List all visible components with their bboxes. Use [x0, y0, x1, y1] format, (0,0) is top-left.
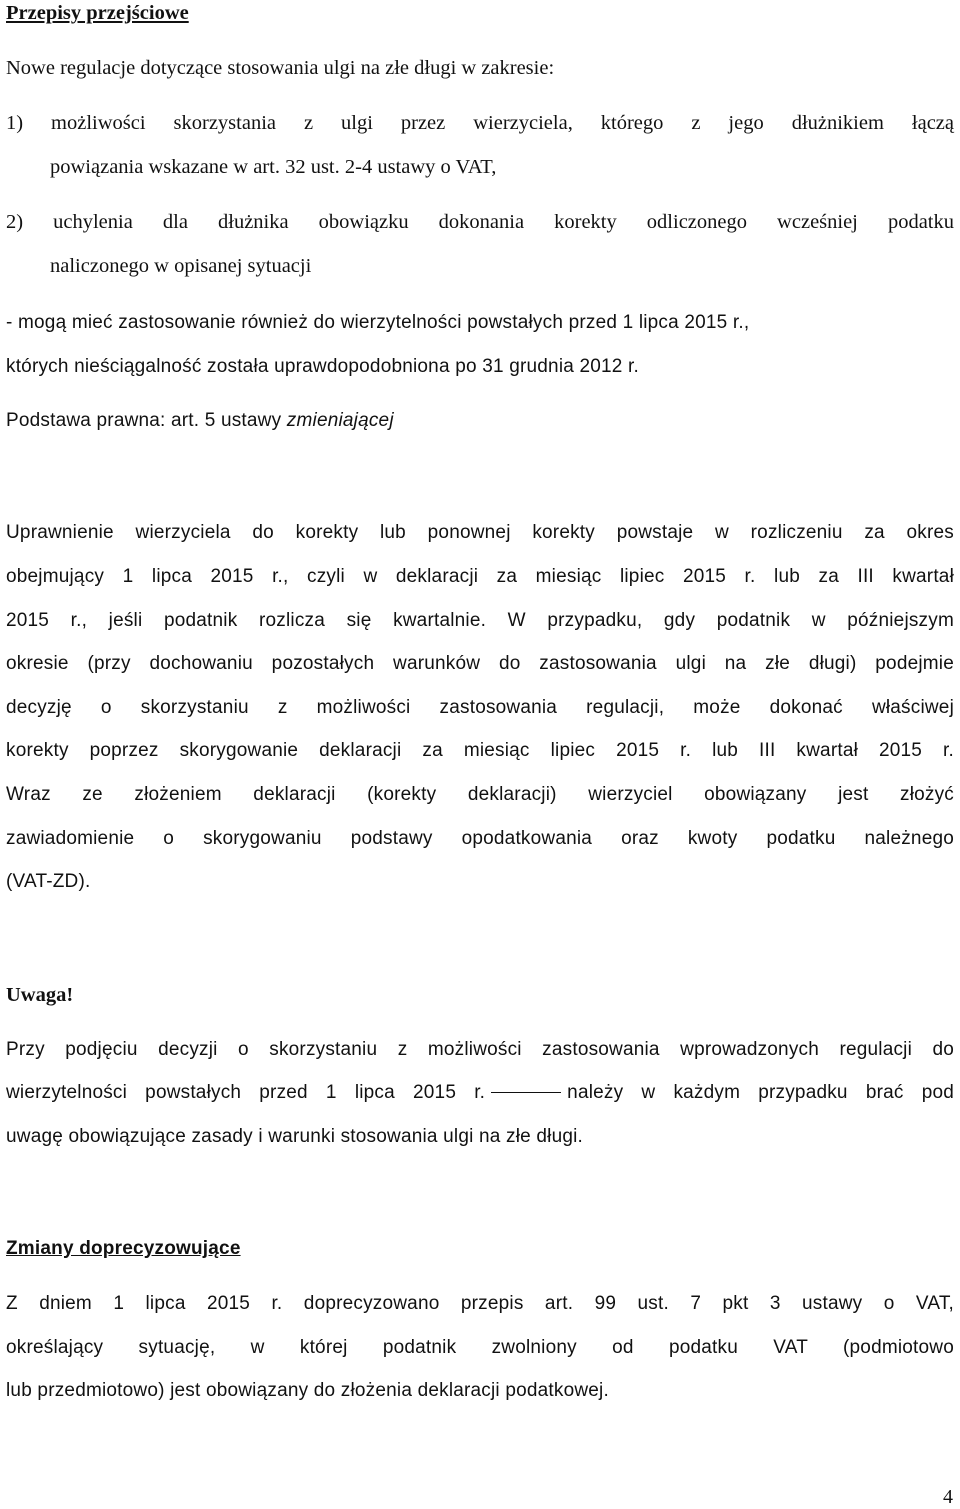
clarifying-line-3: lub przedmiotowo) jest obowiązany do złożenia deklaracji podatkowej. — [6, 1380, 609, 1401]
paragraph-line: Wraz ze złożeniem deklaracji (korekty deklaracji) wierzyciel obowiązany jest złożyć — [6, 784, 954, 805]
paragraph-line: korekty poprzez skorygowanie deklaracji za miesiąc lipiec 2015 r. lub III kwartał 2015 r. — [6, 740, 954, 761]
clarifying-line-2: określający sytuację, w której podatnik zwolniony od podatku VAT (podmiotowo — [6, 1337, 954, 1358]
paragraph-last-line: (VAT-ZD). — [6, 871, 91, 892]
list-item-1-line-1: 1) możliwości skorzystania z ulgi przez wierzyciela, którego z jego dłużnikiem łączą — [6, 112, 954, 134]
note-line-2 — [6, 1082, 954, 1104]
note-line-2-start: wierzytelności powstałych przed 1 lipca 2015 r. — [6, 1082, 486, 1103]
note-line-1: Przy podjęciu decyzji o skorzystaniu z możliwości zastosowania wprowadzonych regulacji do — [6, 1039, 954, 1060]
list-item-2-line-2: naliczonego w opisanej sytuacji — [50, 255, 312, 277]
conclusion-line-2: których nieściągalność została uprawdopodobniona po 31 grudnia 2012 r. — [6, 356, 639, 377]
intro-text: Nowe regulacje dotyczące stosowania ulgi na złe długi w zakresie: — [6, 57, 555, 79]
paragraph-line: 2015 r., jeśli podatnik rozlicza się kwartalnie. W przypadku, gdy podatnik w późniejszym — [6, 610, 954, 631]
paragraph-line: zawiadomienie o skorygowaniu podstawy opodatkowania oraz kwoty podatku należnego — [6, 828, 954, 849]
list-item-2-line-1: 2) uchylenia dla dłużnika obowiązku dokonania korekty odliczonego wcześniej podatku — [6, 211, 954, 233]
paragraph-line: obejmujący 1 lipca 2015 r., czyli w deklaracji za miesiąc lipiec 2015 r. lub za III kwartał — [6, 566, 954, 587]
paragraph-line: decyzję o skorzystaniu z możliwości zastosowania regulacji, może dokonać właściwej — [6, 697, 954, 718]
section-heading-clarifying: Zmiany doprecyzowujące — [6, 1238, 241, 1259]
list-item-1-line-2: powiązania wskazane w art. 32 ust. 2-4 ustawy o VAT, — [50, 156, 497, 178]
note-line-3: uwagę obowiązujące zasady i warunki stosowania ulgi na złe długi. — [6, 1126, 583, 1147]
legal-basis-text: Podstawa prawna: art. 5 ustawy — [6, 410, 287, 431]
conclusion-line-1: - mogą mieć zastosowanie również do wierzytelności powstałych przed 1 lipca 2015 r., — [6, 312, 750, 333]
page-number: 4 — [943, 1486, 953, 1508]
legal-basis — [6, 410, 394, 432]
clarifying-line-1: Z dniem 1 lipca 2015 r. doprecyzowano przepis art. 99 ust. 7 pkt 3 ustawy o VAT, — [6, 1293, 954, 1314]
note-heading: Uwaga! — [6, 984, 74, 1006]
paragraph-line: okresie (przy dochowaniu pozostałych warunków do zastosowania ulgi na złe długi) podejmie — [6, 653, 954, 674]
paragraph-line: Uprawnienie wierzyciela do korekty lub ponownej korekty powstaje w rozliczeniu za okres — [6, 522, 954, 543]
dash-icon — [491, 1092, 561, 1093]
section-heading-transitional: Przepisy przejściowe — [6, 2, 189, 24]
note-line-2-end: należy w każdym przypadku brać pod — [567, 1082, 954, 1103]
legal-basis-italic: zmieniającej — [286, 410, 394, 431]
